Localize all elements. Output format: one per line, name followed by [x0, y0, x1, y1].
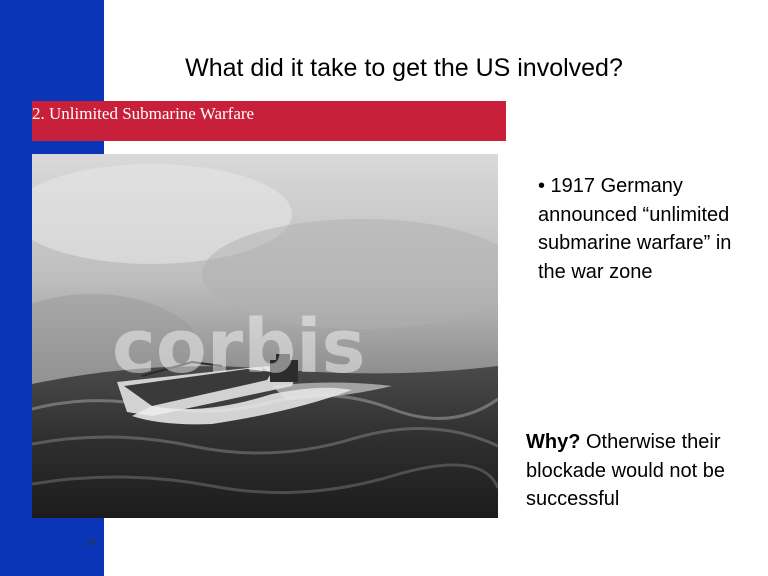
subtitle-text: 2. Unlimited Submarine Warfare	[32, 104, 255, 123]
bullet-point: • 1917 Germany announced “unlimited submarine warfare” in the war zone	[538, 175, 732, 283]
why-explanation	[526, 428, 762, 514]
why-label: Why?	[526, 431, 581, 453]
submarine-photo	[32, 154, 498, 518]
why-text: Otherwise their blockade would not be successful	[526, 431, 726, 510]
subtitle-band	[32, 101, 506, 141]
corbis-watermark: corbis	[112, 304, 366, 390]
slide-number: 14	[86, 537, 97, 547]
slide-title: What did it take to get the US involved?	[185, 54, 623, 82]
